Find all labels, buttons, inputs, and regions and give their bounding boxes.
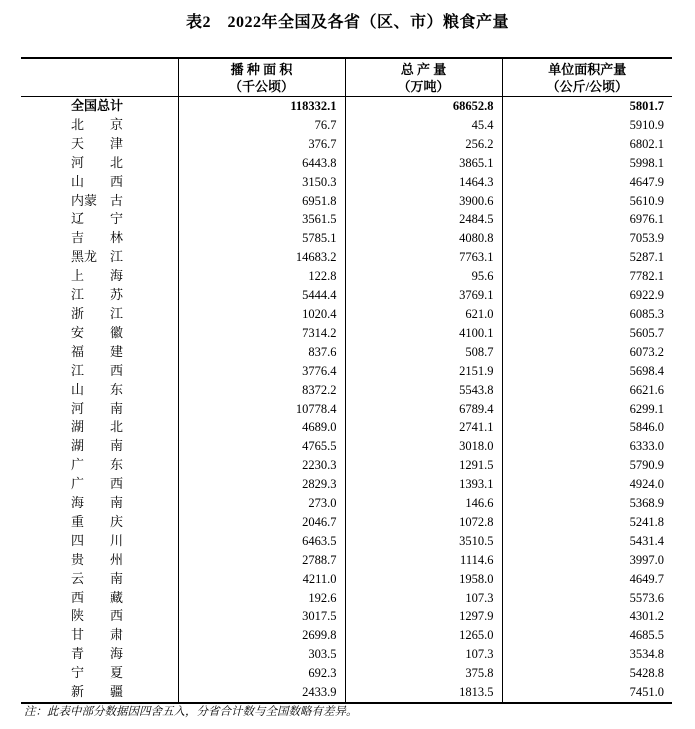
table-row	[21, 286, 672, 305]
yield-cell: 5790.9	[502, 456, 672, 475]
sown-area-cell: 6951.8	[178, 192, 345, 211]
yield-cell: 5573.6	[502, 589, 672, 608]
yield-cell: 6073.2	[502, 343, 672, 362]
sown-area-cell: 3017.5	[178, 607, 345, 626]
sown-area-cell: 4689.0	[178, 418, 345, 437]
grain-production-table	[21, 57, 672, 704]
output-cell: 508.7	[345, 343, 502, 362]
table-row	[21, 362, 672, 381]
yield-cell: 5241.8	[502, 513, 672, 532]
table-row	[21, 551, 672, 570]
region-cell: 内蒙 古	[71, 192, 124, 208]
yield-cell: 4685.5	[502, 626, 672, 645]
sown-area-cell: 6443.8	[178, 154, 345, 173]
sown-area-cell: 2046.7	[178, 513, 345, 532]
sown-area-cell: 8372.2	[178, 381, 345, 400]
region-cell: 浙 江	[71, 305, 124, 321]
header-total-output	[345, 58, 502, 97]
table-row	[21, 589, 672, 608]
region-cell: 湖 南	[71, 438, 124, 454]
sown-area-cell: 2230.3	[178, 456, 345, 475]
region-cell: 海 南	[71, 495, 124, 511]
output-cell: 7763.1	[345, 248, 502, 267]
sown-area-cell: 2433.9	[178, 683, 345, 703]
output-cell: 1958.0	[345, 570, 502, 589]
table-row	[21, 116, 672, 135]
sown-area-cell: 1020.4	[178, 305, 345, 324]
output-cell: 95.6	[345, 267, 502, 286]
output-cell: 3018.0	[345, 437, 502, 456]
table-row	[21, 400, 672, 419]
sown-area-cell: 3561.5	[178, 210, 345, 229]
region-cell: 河 北	[71, 154, 124, 170]
yield-cell: 5698.4	[502, 362, 672, 381]
region-cell: 云 南	[71, 570, 124, 586]
output-cell: 1297.9	[345, 607, 502, 626]
table-row	[21, 607, 672, 626]
page-title: 表2 2022年全国及各省（区、市）粮食产量	[185, 14, 509, 31]
output-cell: 146.6	[345, 494, 502, 513]
sown-area-cell: 273.0	[178, 494, 345, 513]
footnote: 注：此表中部分数据因四舍五入，分省合计数与全国数略有差异。	[24, 706, 358, 718]
header-sown-area-line2: （千公顷）	[228, 78, 294, 94]
yield-cell: 7053.9	[502, 229, 672, 248]
output-cell: 68652.8	[345, 97, 502, 116]
yield-cell: 5846.0	[502, 418, 672, 437]
table-row	[21, 532, 672, 551]
output-cell: 5543.8	[345, 381, 502, 400]
yield-cell: 5428.8	[502, 664, 672, 683]
header-total-output-line2: （万吨）	[397, 78, 450, 94]
region-cell: 天 津	[71, 135, 124, 151]
output-cell: 1265.0	[345, 626, 502, 645]
output-cell: 256.2	[345, 135, 502, 154]
output-cell: 1813.5	[345, 683, 502, 703]
table-row	[21, 456, 672, 475]
table-row	[21, 97, 672, 116]
region-cell: 上 海	[71, 268, 124, 284]
table-row	[21, 570, 672, 589]
yield-cell: 6299.1	[502, 400, 672, 419]
sown-area-cell: 303.5	[178, 645, 345, 664]
table-row	[21, 513, 672, 532]
table-row	[21, 343, 672, 362]
yield-cell: 6333.0	[502, 437, 672, 456]
sown-area-cell: 5785.1	[178, 229, 345, 248]
region-cell: 重 庆	[71, 513, 124, 529]
yield-cell: 6976.1	[502, 210, 672, 229]
output-cell: 6789.4	[345, 400, 502, 419]
table-row	[21, 135, 672, 154]
yield-cell: 5605.7	[502, 324, 672, 343]
header-unit-yield-line2: （公斤/公顷）	[546, 78, 629, 94]
table-row	[21, 154, 672, 173]
output-cell: 1291.5	[345, 456, 502, 475]
table-row	[21, 418, 672, 437]
sown-area-cell: 2788.7	[178, 551, 345, 570]
output-cell: 1464.3	[345, 173, 502, 192]
yield-cell: 5910.9	[502, 116, 672, 135]
yield-cell: 5287.1	[502, 248, 672, 267]
table-row	[21, 324, 672, 343]
sown-area-cell: 76.7	[178, 116, 345, 135]
table-body	[21, 97, 672, 704]
yield-cell: 6802.1	[502, 135, 672, 154]
region-cell: 湖 北	[71, 419, 124, 435]
region-cell: 辽 宁	[71, 211, 124, 227]
grain-table-container	[21, 57, 672, 704]
region-cell: 北 京	[71, 116, 124, 132]
header-sown-area-line1: 播 种 面 积	[230, 61, 293, 77]
region-cell: 广 东	[71, 457, 124, 473]
yield-cell: 7451.0	[502, 683, 672, 703]
sown-area-cell: 4211.0	[178, 570, 345, 589]
table-row	[21, 192, 672, 211]
yield-cell: 6085.3	[502, 305, 672, 324]
yield-cell: 7782.1	[502, 267, 672, 286]
region-cell: 福 建	[71, 343, 124, 359]
yield-cell: 4647.9	[502, 173, 672, 192]
region-cell: 四 川	[71, 532, 124, 548]
sown-area-cell: 4765.5	[178, 437, 345, 456]
table-row	[21, 381, 672, 400]
table-row	[21, 494, 672, 513]
table-row	[21, 645, 672, 664]
output-cell: 107.3	[345, 589, 502, 608]
output-cell: 1114.6	[345, 551, 502, 570]
region-cell: 贵 州	[71, 551, 124, 567]
output-cell: 3510.5	[345, 532, 502, 551]
table-row	[21, 305, 672, 324]
sown-area-cell: 376.7	[178, 135, 345, 154]
sown-area-cell: 3776.4	[178, 362, 345, 381]
region-cell: 新 疆	[71, 684, 124, 700]
sown-area-cell: 14683.2	[178, 248, 345, 267]
output-cell: 107.3	[345, 645, 502, 664]
sown-area-cell: 10778.4	[178, 400, 345, 419]
sown-area-cell: 6463.5	[178, 532, 345, 551]
yield-cell: 3997.0	[502, 551, 672, 570]
region-cell: 江 苏	[71, 287, 124, 303]
sown-area-cell: 837.6	[178, 343, 345, 362]
region-cell: 全国总计	[71, 98, 124, 113]
table-row	[21, 210, 672, 229]
header-unit-yield-line1: 单位面积产量	[548, 61, 627, 77]
sown-area-cell: 3150.3	[178, 173, 345, 192]
output-cell: 3865.1	[345, 154, 502, 173]
header-unit-yield	[502, 58, 672, 97]
output-cell: 4080.8	[345, 229, 502, 248]
table-row	[21, 683, 672, 703]
yield-cell: 4649.7	[502, 570, 672, 589]
output-cell: 621.0	[345, 305, 502, 324]
output-cell: 3769.1	[345, 286, 502, 305]
table-header	[21, 58, 672, 97]
yield-cell: 4924.0	[502, 475, 672, 494]
yield-cell: 5801.7	[502, 97, 672, 116]
yield-cell: 5610.9	[502, 192, 672, 211]
sown-area-cell: 192.6	[178, 589, 345, 608]
region-cell: 安 徽	[71, 324, 124, 340]
region-cell: 陕 西	[71, 608, 124, 624]
region-cell: 宁 夏	[71, 665, 124, 681]
output-cell: 2151.9	[345, 362, 502, 381]
table-row	[21, 229, 672, 248]
region-cell: 西 藏	[71, 589, 124, 605]
yield-cell: 4301.2	[502, 607, 672, 626]
region-cell: 山 西	[71, 173, 124, 189]
region-cell: 吉 林	[71, 230, 124, 246]
table-row	[21, 173, 672, 192]
sown-area-cell: 692.3	[178, 664, 345, 683]
table-row	[21, 248, 672, 267]
region-cell: 山 东	[71, 381, 124, 397]
header-sown-area	[178, 58, 345, 97]
region-cell: 青 海	[71, 646, 124, 662]
region-cell: 甘 肃	[71, 627, 124, 643]
sown-area-cell: 2829.3	[178, 475, 345, 494]
output-cell: 3900.6	[345, 192, 502, 211]
yield-cell: 6621.6	[502, 381, 672, 400]
yield-cell: 5368.9	[502, 494, 672, 513]
output-cell: 4100.1	[345, 324, 502, 343]
header-total-output-line1: 总 产 量	[400, 61, 447, 77]
table-row	[21, 437, 672, 456]
yield-cell: 5431.4	[502, 532, 672, 551]
region-cell: 广 西	[71, 476, 124, 492]
region-cell: 江 西	[71, 362, 124, 378]
sown-area-cell: 122.8	[178, 267, 345, 286]
sown-area-cell: 118332.1	[178, 97, 345, 116]
yield-cell: 6922.9	[502, 286, 672, 305]
sown-area-cell: 2699.8	[178, 626, 345, 645]
output-cell: 375.8	[345, 664, 502, 683]
yield-cell: 3534.8	[502, 645, 672, 664]
output-cell: 45.4	[345, 116, 502, 135]
output-cell: 1072.8	[345, 513, 502, 532]
table-row	[21, 267, 672, 286]
region-cell: 河 南	[71, 400, 124, 416]
table-row	[21, 626, 672, 645]
yield-cell: 5998.1	[502, 154, 672, 173]
output-cell: 1393.1	[345, 475, 502, 494]
sown-area-cell: 7314.2	[178, 324, 345, 343]
output-cell: 2741.1	[345, 418, 502, 437]
table-row	[21, 664, 672, 683]
header-region-blank	[21, 58, 178, 97]
output-cell: 2484.5	[345, 210, 502, 229]
table-row	[21, 475, 672, 494]
region-cell: 黑龙 江	[71, 249, 124, 265]
header-row	[21, 58, 672, 97]
sown-area-cell: 5444.4	[178, 286, 345, 305]
